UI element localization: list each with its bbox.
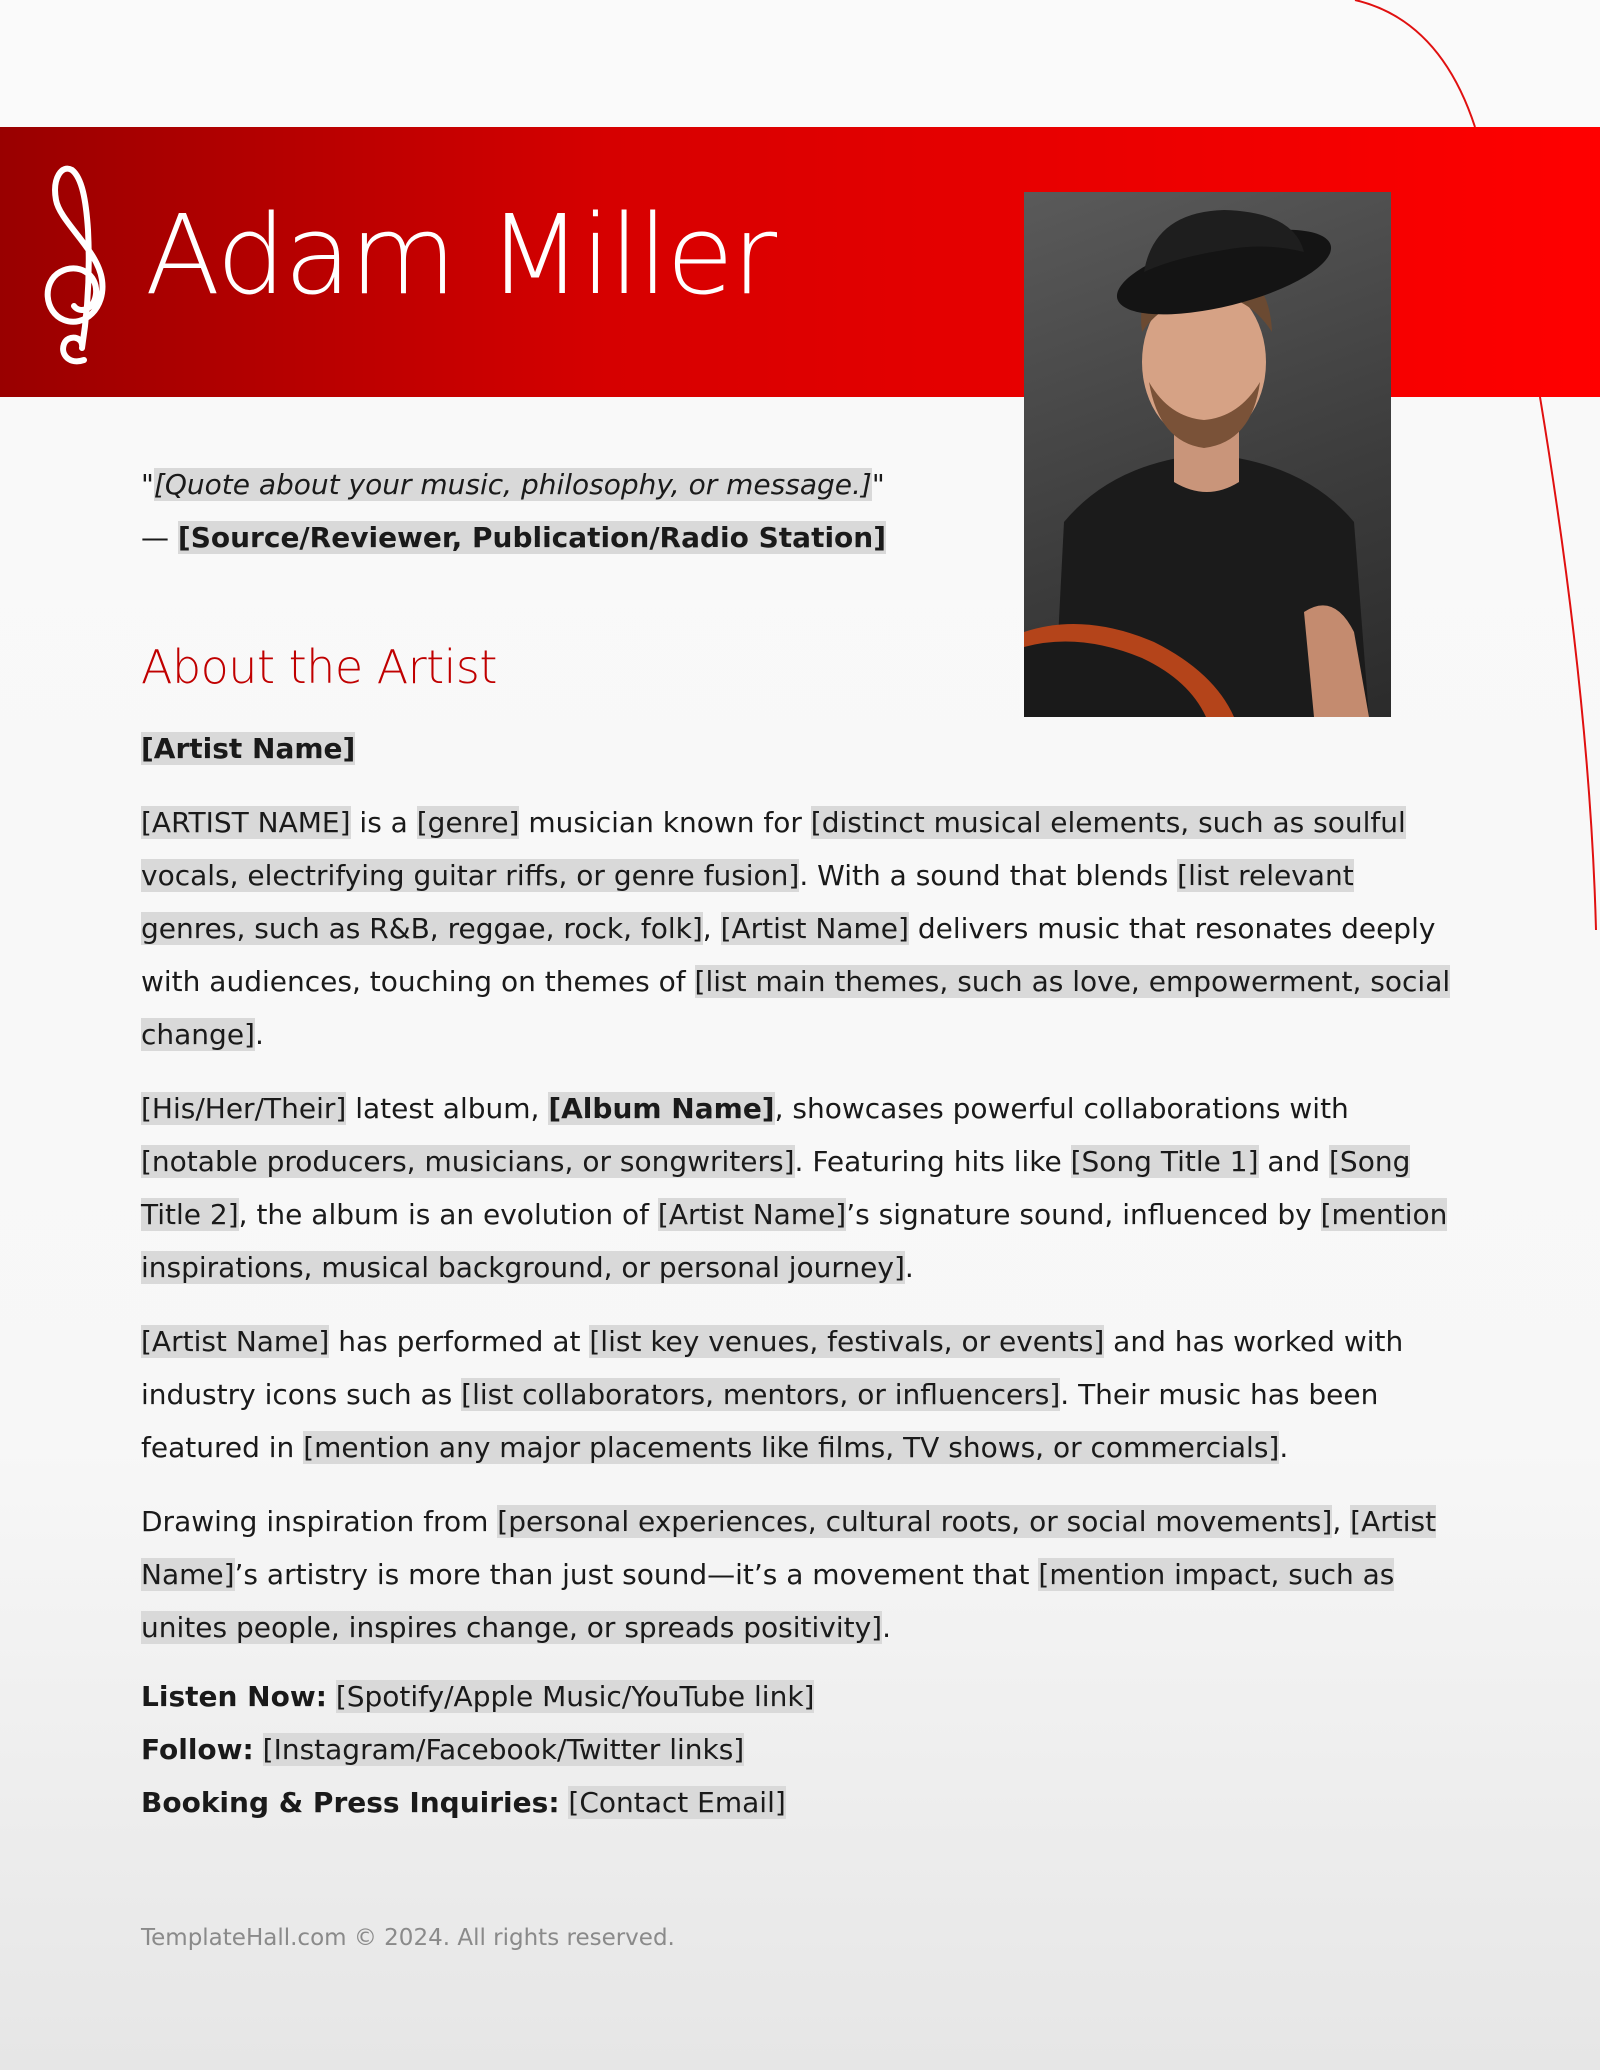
contact-email[interactable]: [Contact Email] <box>568 1786 786 1819</box>
footer-copyright: TemplateHall.com © 2024. All rights reserved. <box>141 1925 675 1951</box>
quote-block <box>141 458 1461 564</box>
placeholder: [ARTIST NAME] <box>141 806 351 839</box>
text-run: . <box>1279 1431 1289 1464</box>
quote-text: [Quote about your music, philosophy, or message.] <box>153 468 872 501</box>
text-run: , showcases powerful collaborations with <box>774 1092 1349 1125</box>
quote-source-line <box>141 511 1461 564</box>
quote-open-mark: " <box>141 468 154 501</box>
text-run: , the album is an evolution of <box>238 1198 658 1231</box>
booking-label: Booking & Press Inquiries: <box>141 1786 560 1819</box>
quote-dash: — <box>141 521 178 554</box>
text-run: and has worked with industry icons such as <box>141 1325 1404 1411</box>
listen-now-link[interactable]: [Spotify/Apple Music/YouTube link] <box>335 1680 815 1713</box>
text-run: . <box>882 1611 892 1644</box>
placeholder: [Artist Name] <box>720 912 909 945</box>
about-paragraph-2 <box>141 1082 1461 1294</box>
text-run: and <box>1258 1145 1329 1178</box>
text-run: ’s signature sound, influenced by <box>846 1198 1321 1231</box>
placeholder: [Song Title 2] <box>141 1145 1411 1231</box>
about-paragraph-3 <box>141 1315 1461 1474</box>
placeholder: [mention inspirations, musical background, or personal journey] <box>141 1198 1448 1284</box>
placeholder: [list key venues, festivals, or events] <box>589 1325 1105 1358</box>
placeholder: [distinct musical elements, such as soulful vocals, electrifying guitar riffs, or genre fusion] <box>141 806 1406 892</box>
text-run: . With a sound that blends <box>799 859 1178 892</box>
artist-name-paragraph <box>141 722 1461 775</box>
artist-name-title: Adam Miller <box>145 191 776 319</box>
placeholder: [genre] <box>416 806 520 839</box>
follow-label: Follow: <box>141 1733 254 1766</box>
follow-links[interactable]: [Instagram/Facebook/Twitter links] <box>262 1733 745 1766</box>
artist-photo <box>1024 192 1391 717</box>
placeholder: [Artist Name] <box>141 1325 330 1358</box>
placeholder: [Artist Name] <box>657 1198 847 1231</box>
placeholder: [His/Her/Their] <box>141 1092 347 1125</box>
placeholder: [list main themes, such as love, empowerment, social change] <box>141 965 1451 1051</box>
treble-clef-icon <box>32 160 132 365</box>
placeholder: [notable producers, musicians, or songwriters] <box>141 1145 795 1178</box>
text-run: , <box>702 912 721 945</box>
text-run: ’s artistry is more than just sound—it’s a movement that <box>234 1558 1039 1591</box>
text-run: Drawing inspiration from <box>141 1505 498 1538</box>
follow-line <box>141 1723 1461 1776</box>
quote-close-mark: " <box>871 468 885 501</box>
text-run: has performed at <box>329 1325 590 1358</box>
text-run: delivers music that resonates deeply with audiences, touching on themes of <box>141 912 1436 998</box>
quote-source: [Source/Reviewer, Publication/Radio Station] <box>177 521 887 554</box>
album-name-placeholder: [Album Name] <box>548 1092 775 1125</box>
about-section-title: About the Artist <box>141 640 497 694</box>
quote-line <box>141 458 1461 511</box>
text-run: . Their music has been featured in <box>141 1378 1379 1464</box>
listen-now-line <box>141 1670 1461 1723</box>
artist-name-placeholder: [Artist Name] <box>141 732 356 765</box>
placeholder: [list collaborators, mentors, or influencers] <box>461 1378 1061 1411</box>
placeholder: [list relevant genres, such as R&B, reggae, rock, folk] <box>141 859 1354 945</box>
text-run: musician known for <box>519 806 811 839</box>
booking-line <box>141 1776 1461 1829</box>
text-run: , <box>1332 1505 1351 1538</box>
text-run: . Featuring hits like <box>794 1145 1071 1178</box>
placeholder: [mention any major placements like films, TV shows, or commercials] <box>303 1431 1280 1464</box>
links-block <box>141 1670 1461 1829</box>
text-run: latest album, <box>346 1092 549 1125</box>
placeholder: [mention impact, such as unites people, inspires change, or spreads positivity] <box>141 1558 1395 1644</box>
about-paragraph-4 <box>141 1495 1461 1654</box>
text-run: . <box>904 1251 914 1284</box>
placeholder: [Artist Name] <box>141 1505 1437 1591</box>
listen-now-label: Listen Now: <box>141 1680 327 1713</box>
placeholder: [Song Title 1] <box>1070 1145 1259 1178</box>
text-run: is a <box>350 806 417 839</box>
about-paragraph-1 <box>141 796 1461 1061</box>
about-body <box>141 722 1461 1675</box>
text-run: . <box>254 1018 264 1051</box>
placeholder: [personal experiences, cultural roots, or social movements] <box>497 1505 1333 1538</box>
